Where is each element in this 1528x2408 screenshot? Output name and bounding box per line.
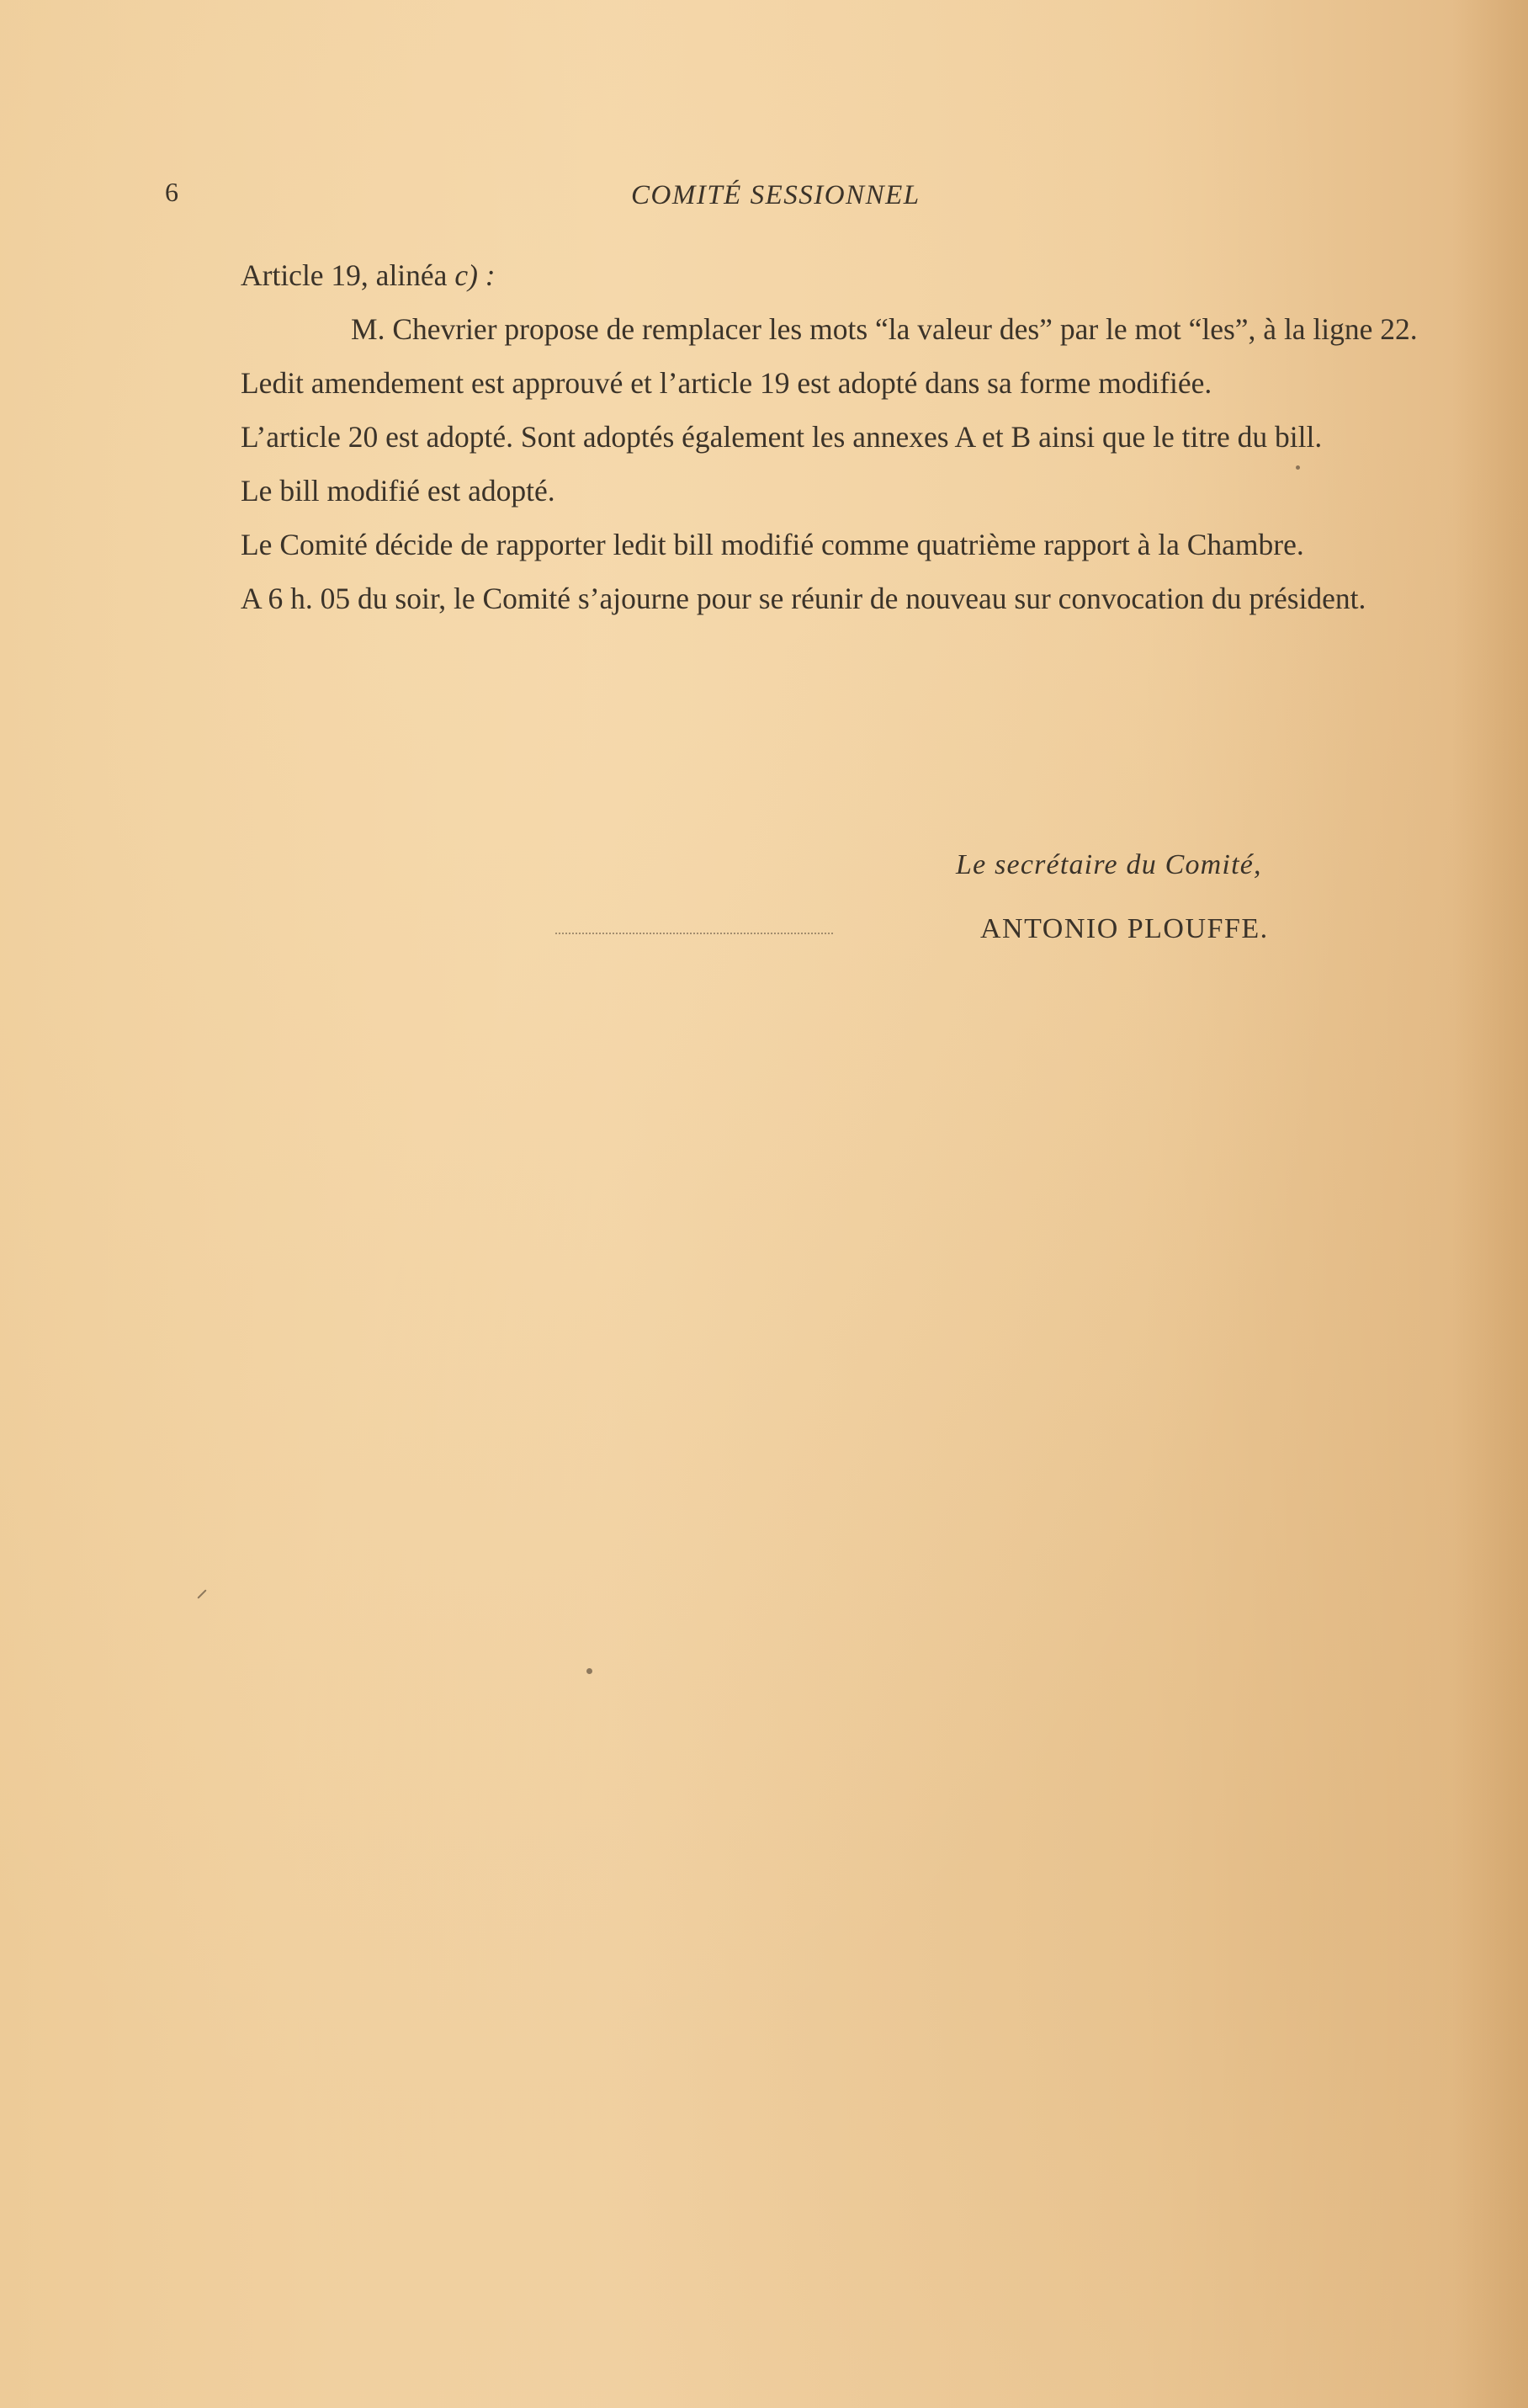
article-20-adoption: L’article 20 est adopté. Sont adoptés également les annexes A et B ainsi que le titre du bill.: [241, 420, 1323, 454]
paper-speck: [586, 1668, 592, 1674]
article-heading-label: Article 19, alinéa: [241, 258, 448, 292]
bill-adoption: Le bill modifié est adopté.: [241, 474, 555, 508]
dotted-mark: [555, 933, 833, 934]
page-edge-shadow: [1452, 0, 1528, 2408]
amendment-proposal: M. Chevrier propose de remplacer les mots “la valeur des” par le mot “les”, à la ligne 22.: [351, 312, 1418, 346]
running-head: COMITÉ SESSIONNEL: [631, 180, 921, 210]
article-heading-clause: c) :: [454, 258, 496, 292]
report-decision: Le Comité décide de rapporter ledit bill modifié comme quatrième rapport à la Chambre.: [241, 528, 1304, 561]
minutes-body: [168, 256, 1439, 618]
amendment-approval: Ledit amendement est approuvé et l’article 19 est adopté dans sa forme modifiée.: [241, 366, 1212, 400]
article-heading: [168, 256, 1439, 295]
paper-speck: [197, 1589, 206, 1598]
secretary-name: ANTONIO PLOUFFE.: [980, 913, 1269, 944]
adjournment: A 6 h. 05 du soir, le Comité s’ajourne pour se réunir de nouveau sur convocation du président.: [241, 582, 1366, 615]
secretary-title: Le secrétaire du Comité,: [956, 849, 1262, 880]
page-number: 6: [165, 177, 178, 207]
paper-speck: [1296, 465, 1300, 470]
